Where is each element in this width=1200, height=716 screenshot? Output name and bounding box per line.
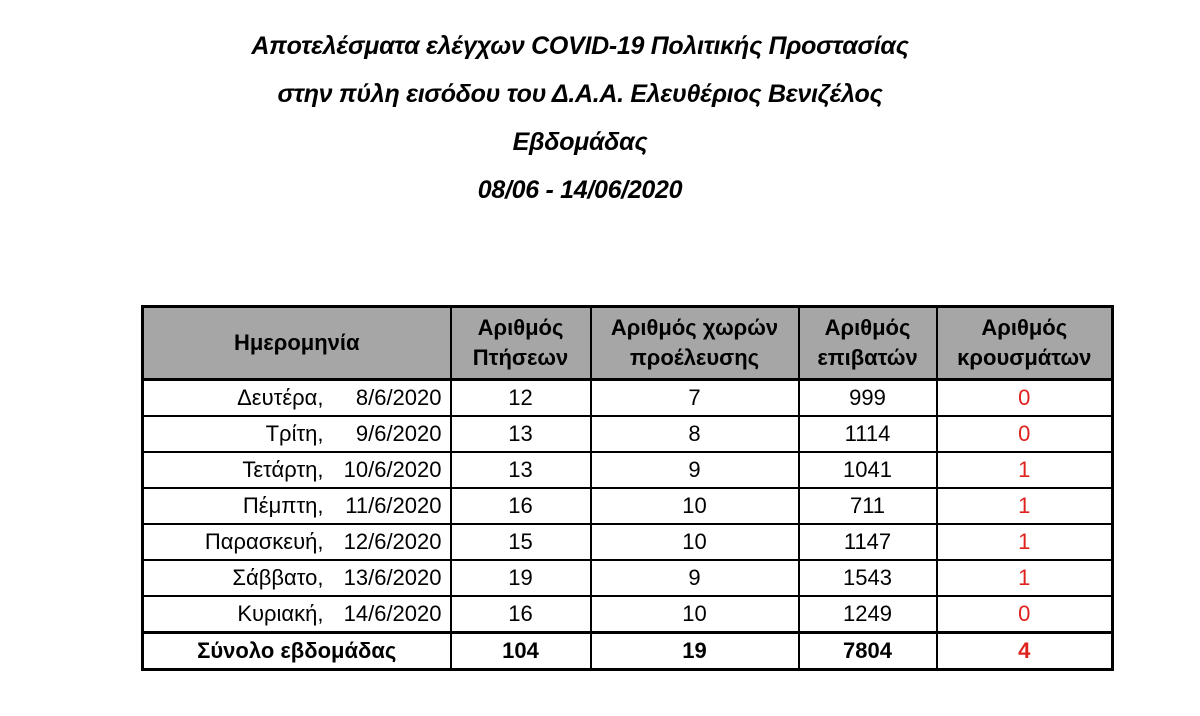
- report-title: [0, 22, 1160, 214]
- cell-flights: 15: [451, 524, 591, 560]
- cell-cases: 0: [937, 380, 1113, 417]
- total-countries: 19: [591, 633, 799, 670]
- table-row: [143, 488, 1113, 524]
- table-header-row: [143, 307, 1113, 380]
- title-line-2: στην πύλη εισόδου του Δ.Α.Α. Ελευθέριος Βενιζέλος: [277, 80, 883, 108]
- cell-flights: 12: [451, 380, 591, 417]
- cell-date: Δευτέρα, 8/6/2020: [143, 380, 451, 417]
- cell-passengers: 1249: [799, 596, 937, 633]
- cell-countries: 9: [591, 560, 799, 596]
- cell-passengers: 1147: [799, 524, 937, 560]
- header-cases: Αριθμός κρουσμάτων: [937, 307, 1113, 380]
- cell-cases: 1: [937, 488, 1113, 524]
- cell-countries: 10: [591, 524, 799, 560]
- header-passengers: Αριθμός επιβατών: [799, 307, 937, 380]
- header-date: Ημερομηνία: [143, 307, 451, 380]
- cell-date: Πέμπτη, 11/6/2020: [143, 488, 451, 524]
- cell-date: Παρασκευή, 12/6/2020: [143, 524, 451, 560]
- cell-date: Τρίτη, 9/6/2020: [143, 416, 451, 452]
- table-row: [143, 560, 1113, 596]
- cell-passengers: 1114: [799, 416, 937, 452]
- title-line-1: Αποτελέσματα ελέγχων COVID-19 Πολιτικής Προστασίας: [251, 32, 909, 60]
- cell-passengers: 1543: [799, 560, 937, 596]
- results-table: [141, 305, 1114, 671]
- cell-flights: 13: [451, 452, 591, 488]
- cell-date: Σάββατο, 13/6/2020: [143, 560, 451, 596]
- total-flights: 104: [451, 633, 591, 670]
- cell-flights: 13: [451, 416, 591, 452]
- title-line-4-date-range: 08/06 - 14/06/2020: [477, 176, 683, 204]
- title-line-3: Εβδομάδας: [512, 128, 648, 156]
- cell-countries: 7: [591, 380, 799, 417]
- cell-date: Κυριακή, 14/6/2020: [143, 596, 451, 633]
- header-countries: Αριθμός χωρών προέλευσης: [591, 307, 799, 380]
- table-row: [143, 596, 1113, 633]
- cell-cases: 1: [937, 560, 1113, 596]
- cell-flights: 16: [451, 596, 591, 633]
- cell-cases: 1: [937, 452, 1113, 488]
- table-row: [143, 524, 1113, 560]
- table-row: [143, 416, 1113, 452]
- cell-passengers: 1041: [799, 452, 937, 488]
- cell-countries: 8: [591, 416, 799, 452]
- header-flights: Αριθμός Πτήσεων: [451, 307, 591, 380]
- cell-passengers: 711: [799, 488, 937, 524]
- cell-cases: 1: [937, 524, 1113, 560]
- cell-flights: 16: [451, 488, 591, 524]
- table-row: [143, 452, 1113, 488]
- cell-countries: 9: [591, 452, 799, 488]
- cell-date: Τετάρτη, 10/6/2020: [143, 452, 451, 488]
- total-cases: 4: [937, 633, 1113, 670]
- cell-cases: 0: [937, 416, 1113, 452]
- table-row: [143, 380, 1113, 417]
- cell-countries: 10: [591, 488, 799, 524]
- cell-passengers: 999: [799, 380, 937, 417]
- cell-flights: 19: [451, 560, 591, 596]
- total-passengers: 7804: [799, 633, 937, 670]
- cell-cases: 0: [937, 596, 1113, 633]
- cell-countries: 10: [591, 596, 799, 633]
- table-total-row: [143, 633, 1113, 670]
- total-label: Σύνολο εβδομάδας: [143, 633, 451, 670]
